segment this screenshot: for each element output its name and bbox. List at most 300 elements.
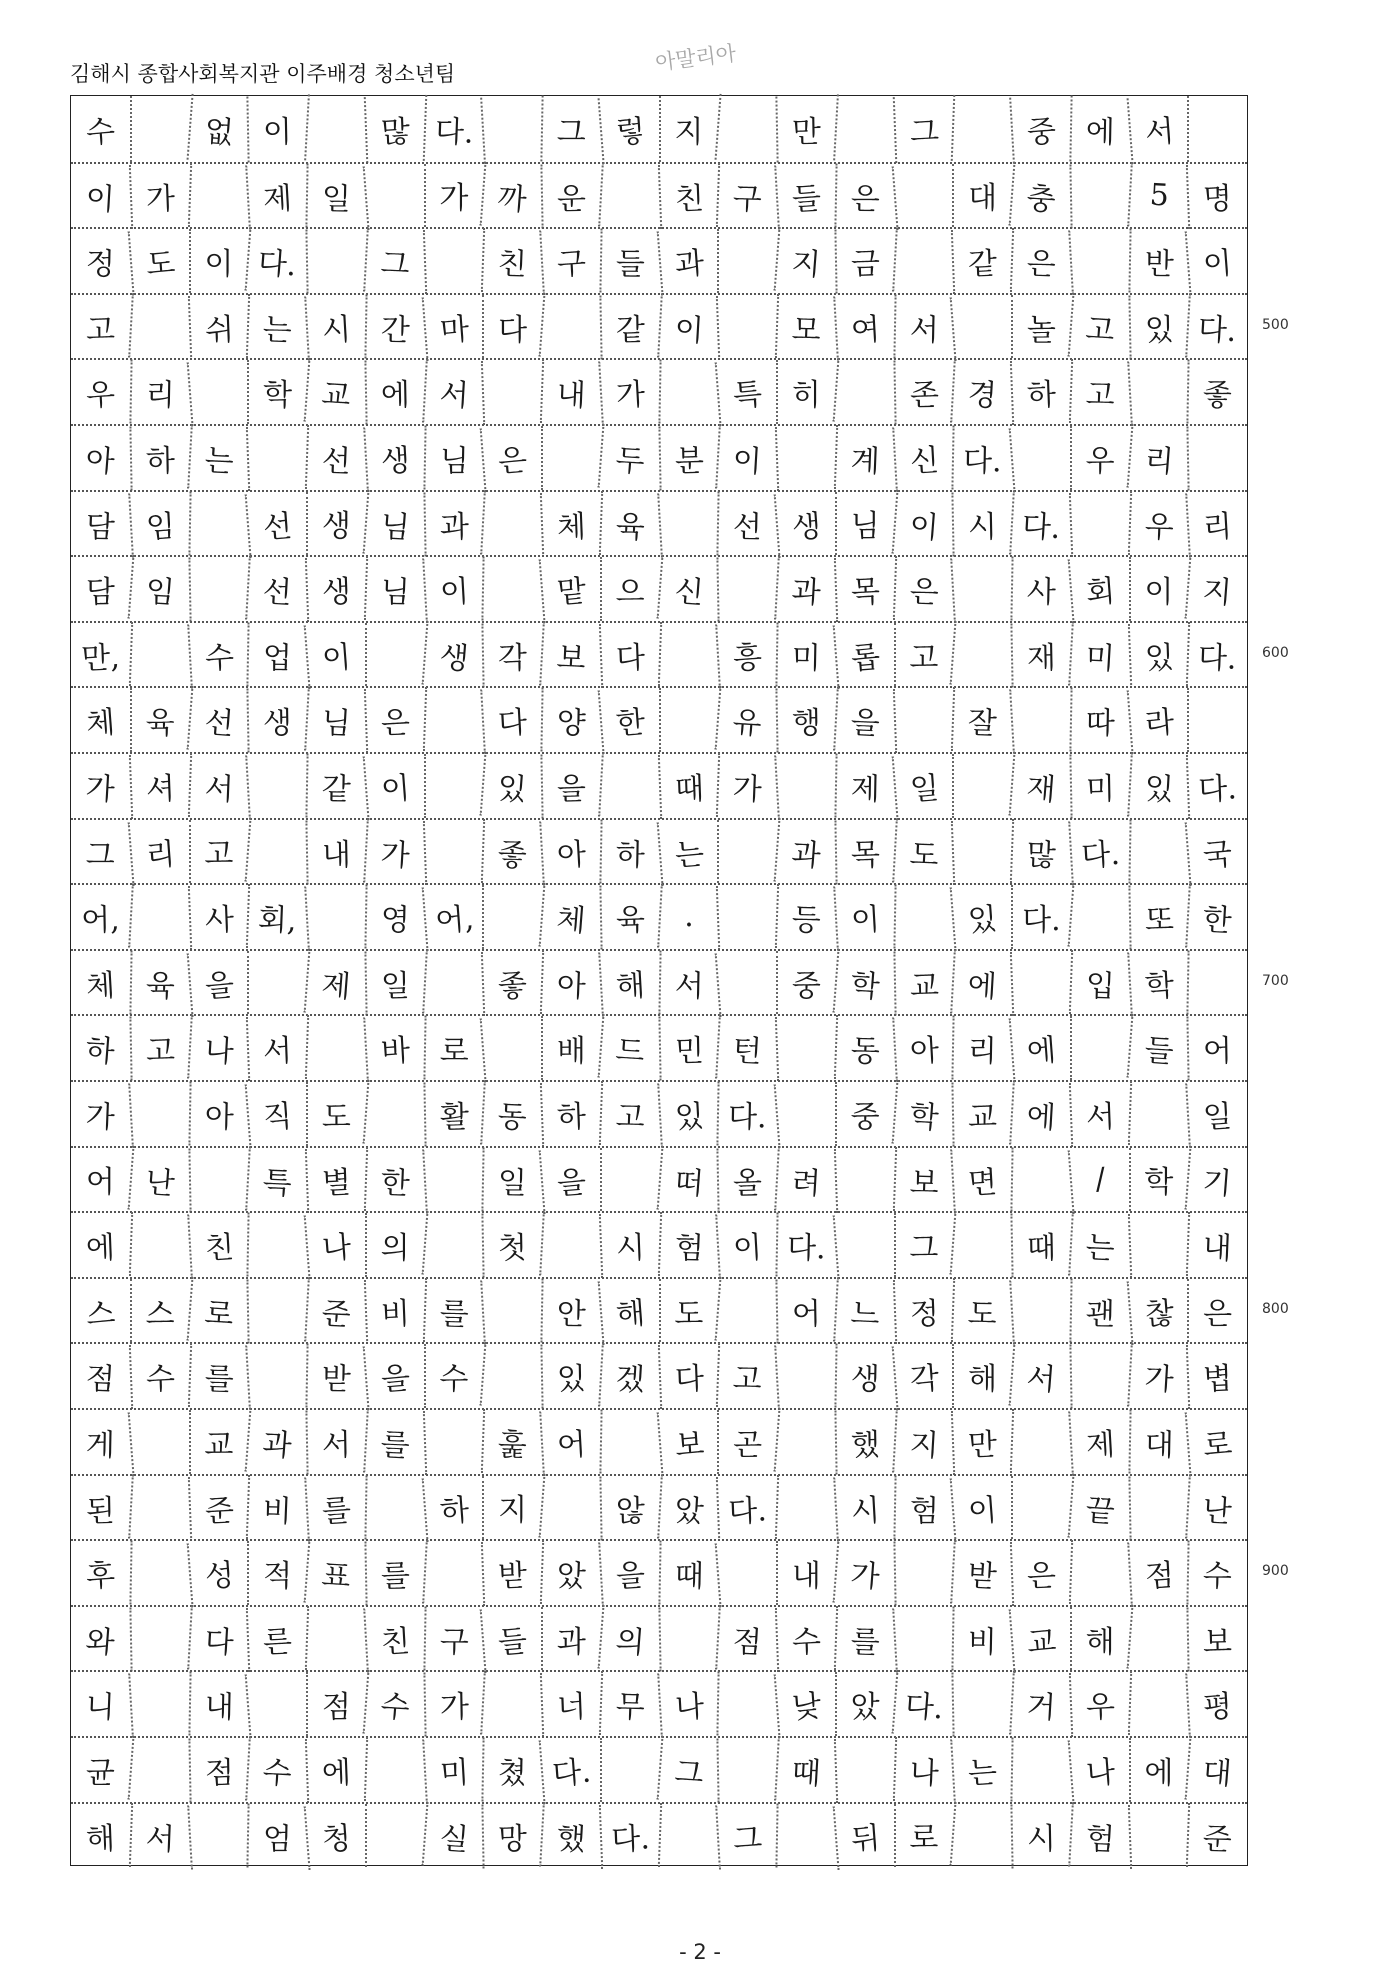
manuscript-cell: 육 [130, 688, 189, 752]
manuscript-cell [659, 688, 718, 752]
manuscript-cell: 가 [423, 1672, 483, 1737]
manuscript-cell [128, 1671, 190, 1738]
manuscript-cell: 과 [541, 1607, 600, 1671]
manuscript-cell [833, 94, 895, 163]
manuscript-row [71, 1736, 1247, 1802]
manuscript-cell: 받 [950, 1540, 1012, 1607]
manuscript-cell: 있 [1127, 622, 1188, 688]
manuscript-cell: 업 [247, 622, 307, 687]
manuscript-cell: 학 [1129, 1148, 1188, 1212]
manuscript-cell [717, 557, 777, 622]
manuscript-row [71, 1080, 1247, 1146]
manuscript-cell: 도 [127, 227, 190, 295]
manuscript-row [71, 686, 1247, 752]
manuscript-cell: 도 [659, 1279, 718, 1343]
manuscript-cell: 는 [656, 817, 719, 885]
manuscript-cell: 하 [1010, 359, 1071, 425]
manuscript-cell: 를 [304, 1474, 366, 1541]
manuscript-cell: 그 [892, 95, 953, 163]
manuscript-cell: 가 [1127, 1343, 1189, 1410]
manuscript-cell [1010, 1737, 1070, 1802]
manuscript-cell: 따 [1069, 688, 1129, 753]
manuscript-cell: 제 [1068, 1408, 1130, 1475]
manuscript-cell: 았 [657, 1474, 719, 1541]
manuscript-cell: 다. [1068, 818, 1130, 885]
manuscript-cell: 없 [186, 94, 250, 164]
manuscript-cell: 체 [539, 883, 602, 951]
manuscript-cell [129, 1606, 189, 1671]
manuscript-cell: 학 [247, 360, 306, 424]
manuscript-cell: 도 [306, 1082, 365, 1146]
manuscript-cell: 해 [952, 1344, 1011, 1408]
manuscript-cell: 각 [891, 1342, 954, 1410]
manuscript-cell [129, 1541, 189, 1606]
manuscript-cell: 청 [304, 1801, 367, 1869]
manuscript-cell: 에 [1129, 1738, 1188, 1802]
manuscript-cell: 보 [656, 1408, 719, 1476]
manuscript-cell: 그 [894, 1213, 953, 1277]
manuscript-cell: 을 [833, 687, 895, 754]
manuscript-cell: 괜 [1069, 1278, 1129, 1343]
manuscript-cell [480, 1671, 542, 1738]
manuscript-cell: 이 [362, 752, 425, 820]
manuscript-cell: 일 [1185, 1080, 1247, 1147]
manuscript-cell: 중 [1009, 94, 1071, 163]
manuscript-cell [834, 1737, 895, 1803]
manuscript-cell: 스 [130, 1279, 189, 1343]
manuscript-row [71, 621, 1247, 687]
manuscript-cell [364, 1737, 425, 1803]
manuscript-cell: 난 [127, 1145, 190, 1213]
manuscript-cell: 비 [246, 1474, 307, 1540]
manuscript-cell: 로 [186, 1277, 249, 1345]
manuscript-cell: 안 [540, 1278, 600, 1343]
manuscript-cell: 좋 [481, 950, 542, 1016]
manuscript-cell: 느 [833, 1277, 895, 1344]
manuscript-cell: 찮 [1126, 1277, 1189, 1345]
manuscript-cell [245, 752, 307, 819]
manuscript-cell: 어, [421, 883, 484, 951]
manuscript-cell: 하 [129, 425, 189, 490]
manuscript-cell: 있 [480, 752, 543, 820]
manuscript-cell [480, 1014, 543, 1082]
manuscript-row [71, 1539, 1247, 1605]
manuscript-cell: 준 [187, 1474, 248, 1540]
manuscript-cell: 았 [835, 1672, 894, 1736]
manuscript-row [71, 358, 1247, 424]
manuscript-cell: 아 [188, 1081, 248, 1146]
manuscript-cell: 올 [717, 1147, 777, 1212]
manuscript-cell: 점 [306, 1672, 365, 1736]
manuscript-cell: 를 [834, 1606, 895, 1672]
manuscript-cell: 엄 [247, 1803, 307, 1868]
manuscript-cell: 그 [363, 228, 425, 295]
manuscript-cell: 어 [1187, 1016, 1247, 1081]
manuscript-cell: 아 [892, 1015, 954, 1082]
manuscript-cell [128, 293, 190, 360]
manuscript-cell [422, 818, 483, 884]
manuscript-cell [304, 94, 366, 163]
manuscript-cell: 이 [715, 1212, 777, 1279]
manuscript-cell: 나 [657, 1671, 719, 1738]
manuscript-cell: 은 [1010, 228, 1071, 294]
manuscript-cell: 실 [421, 1801, 484, 1869]
manuscript-cell [657, 622, 718, 688]
manuscript-cell [598, 752, 660, 819]
manuscript-cell: 구 [716, 162, 777, 228]
manuscript-cell: . [657, 884, 719, 951]
manuscript-cell: 나 [892, 1737, 953, 1803]
manuscript-cell: 한 [597, 686, 660, 754]
manuscript-cell [422, 228, 483, 294]
manuscript-cell: 비 [952, 1606, 1012, 1671]
manuscript-cell: 에 [85, 1230, 116, 1267]
manuscript-cell [365, 1804, 424, 1868]
manuscript-row [71, 949, 1247, 1015]
manuscript-cell: 그 [85, 837, 116, 873]
manuscript-cell: 시 [304, 293, 366, 360]
manuscript-cell: 등 [775, 884, 836, 950]
manuscript-cell: 학 [891, 1080, 954, 1148]
manuscript-row [71, 490, 1247, 556]
manuscript-cell: 렇 [597, 94, 661, 164]
manuscript-cell: 우 [1127, 490, 1188, 556]
manuscript-cell [187, 1802, 249, 1869]
manuscript-cell: 선 [245, 556, 307, 623]
manuscript-cell: 제 [834, 753, 894, 818]
manuscript-cell: 턴 [715, 1015, 777, 1082]
manuscript-cell [1127, 1802, 1188, 1868]
manuscript-cell: 은 [834, 163, 894, 228]
manuscript-cell: 제 [245, 162, 307, 229]
manuscript-cell: 지 [1185, 555, 1248, 623]
manuscript-cell: 잘 [951, 687, 1012, 753]
manuscript-cell: 험 [657, 1212, 718, 1278]
manuscript-cell: 님 [835, 492, 894, 556]
manuscript-cell [1127, 1671, 1188, 1737]
manuscript-cell: 이 [715, 424, 777, 491]
manuscript-cell: 동 [480, 1080, 542, 1147]
manuscript-cell: 계 [834, 425, 895, 491]
manuscript-cell: 정 [85, 246, 116, 283]
manuscript-cell [247, 1278, 307, 1343]
manuscript-cell: 만, [80, 639, 121, 677]
manuscript-cell [774, 752, 836, 819]
manuscript-cell [245, 1343, 307, 1410]
manuscript-cell: 담 [85, 508, 116, 545]
manuscript-cell: 고 [1069, 359, 1130, 425]
manuscript-cell: 구 [539, 228, 601, 295]
manuscript-cell: 에 [1009, 1080, 1071, 1147]
manuscript-cell [1126, 1605, 1189, 1673]
manuscript-cell: 스 [84, 1295, 117, 1333]
manuscript-cell: 각 [482, 622, 542, 687]
manuscript-cell: 중 [776, 951, 835, 1015]
manuscript-cell [950, 293, 1013, 361]
manuscript-cell: 해 [598, 949, 660, 1016]
manuscript-cell [129, 1212, 190, 1278]
manuscript-cell: 다. [775, 1213, 835, 1278]
manuscript-cell: 나 [1067, 1736, 1130, 1804]
manuscript-cell: 를 [363, 1408, 425, 1475]
manuscript-cell [1010, 1409, 1071, 1475]
manuscript-cell: 은 [480, 424, 543, 492]
manuscript-cell [1009, 687, 1071, 754]
manuscript-cell: 훑 [481, 1409, 542, 1475]
manuscript-cell: 양 [540, 688, 600, 753]
manuscript-cell: 않 [599, 1475, 659, 1540]
manuscript-cell: 어 [775, 1278, 835, 1343]
manuscript-cell [188, 1147, 248, 1212]
manuscript-cell: 과 [423, 491, 483, 556]
manuscript-cell: 특 [715, 358, 778, 426]
manuscript-cell: 재 [1010, 622, 1070, 687]
manuscript-cell: 별 [305, 1146, 366, 1212]
manuscript-cell: 육 [129, 950, 189, 1015]
manuscript-cell: 와 [84, 1623, 116, 1661]
manuscript-cell: 고 [85, 312, 116, 348]
manuscript-cell: 아 [84, 442, 116, 480]
manuscript-cell [717, 820, 776, 884]
manuscript-cell: 적 [247, 1541, 306, 1605]
manuscript-cell: 있 [540, 1344, 600, 1409]
manuscript-cell [362, 1080, 425, 1148]
manuscript-cell: 하 [421, 1473, 484, 1541]
manuscript-cell: 마 [421, 293, 484, 361]
manuscript-cell: 수 [84, 113, 117, 151]
manuscript-cell: 유 [715, 686, 778, 754]
manuscript-cell: 재 [1009, 752, 1072, 820]
manuscript-cell [774, 1408, 837, 1476]
manuscript-cell: 곤 [717, 1410, 776, 1474]
manuscript-cell: 시 [833, 1474, 895, 1541]
manuscript-cell: 가 [363, 818, 425, 885]
manuscript-cell: 다 [599, 622, 660, 688]
manuscript-cell: 히 [776, 360, 835, 424]
manuscript-cell: 너 [540, 1671, 601, 1737]
manuscript-cell [775, 1015, 836, 1081]
margin-line-number: 800 [1262, 1300, 1289, 1317]
manuscript-cell: 직 [245, 1080, 308, 1148]
manuscript-cell: 같 [305, 753, 365, 818]
manuscript-cell [1067, 883, 1130, 951]
manuscript-cell: 점 [188, 1737, 248, 1802]
manuscript-cell: 목 [834, 819, 894, 884]
manuscript-cell: 난 [1185, 1474, 1247, 1541]
manuscript-cell: 을 [362, 1342, 425, 1410]
manuscript-row [71, 424, 1247, 490]
manuscript-cell: 서 [305, 1409, 365, 1474]
manuscript-cell: 우 [85, 377, 117, 414]
manuscript-cell: 이 [950, 1473, 1013, 1541]
manuscript-cell: 했 [539, 1802, 601, 1869]
manuscript-cell: 같 [599, 294, 659, 359]
manuscript-cell: 고 [129, 1016, 189, 1081]
manuscript-cell: 거 [1009, 1671, 1071, 1738]
manuscript-cell: 회, [246, 884, 307, 950]
manuscript-cell: 서 [1009, 1342, 1072, 1410]
manuscript-cell: 미 [422, 1736, 484, 1803]
manuscript-cell: 들 [1126, 1014, 1189, 1082]
manuscript-cell: 우 [1070, 426, 1129, 490]
manuscript-cell: 점 [1127, 1540, 1189, 1607]
manuscript-cell: 이 [657, 293, 719, 360]
manuscript-cell: 놀 [1011, 295, 1070, 359]
manuscript-cell: 여 [833, 293, 895, 360]
manuscript-cell [305, 1606, 366, 1672]
manuscript-cell: 점 [84, 1361, 116, 1398]
manuscript-cell: 도 [951, 1278, 1012, 1344]
manuscript-cell: 하 [540, 1081, 601, 1147]
manuscript-cell: 선 [305, 425, 366, 491]
manuscript-cell: 두 [597, 424, 660, 492]
manuscript-cell: 다. [539, 1736, 602, 1804]
manuscript-cell: 다. [716, 1474, 777, 1540]
manuscript-cell: 을 [598, 1540, 660, 1607]
manuscript-cell: 만 [775, 95, 835, 162]
manuscript-cell: 리 [1185, 490, 1247, 557]
manuscript-cell: 교 [304, 358, 367, 426]
manuscript-cell: 정 [892, 1278, 953, 1344]
manuscript-row [71, 1277, 1247, 1343]
manuscript-cell: 친 [363, 1605, 425, 1672]
manuscript-cell: 생 [834, 1344, 894, 1409]
manuscript-cell: 로 [894, 1804, 953, 1868]
manuscript-cell: 내 [188, 1672, 248, 1737]
manuscript-cell: 들 [774, 162, 836, 229]
manuscript-row [71, 1670, 1247, 1736]
manuscript-cell: 서 [1126, 94, 1190, 164]
manuscript-cell: 생 [305, 556, 366, 622]
manuscript-cell: 있 [657, 1080, 719, 1147]
manuscript-cell: 로 [1185, 1408, 1248, 1476]
manuscript-cell: 하 [84, 1033, 116, 1071]
manuscript-cell: 이 [304, 621, 367, 689]
manuscript-cell: 지 [892, 1408, 954, 1475]
manuscript-cell: 미 [775, 622, 835, 687]
manuscript-cell: 다. [599, 1802, 660, 1868]
manuscript-cell: 에 [1009, 1014, 1072, 1082]
manuscript-cell: 과 [774, 556, 836, 623]
manuscript-cell: 지 [659, 96, 718, 162]
manuscript-cell: 일 [305, 163, 365, 228]
manuscript-cell: 내 [540, 359, 601, 425]
manuscript-cell: 가 [598, 359, 660, 426]
manuscript-cell [1127, 359, 1189, 426]
manuscript-cell [424, 754, 483, 818]
manuscript-cell: 그 [656, 1736, 719, 1804]
manuscript-cell: 교 [1009, 1605, 1072, 1673]
margin-line-number: 600 [1262, 644, 1289, 661]
manuscript-row [71, 293, 1247, 359]
manuscript-cell [1010, 950, 1071, 1016]
manuscript-cell [775, 1803, 835, 1868]
manuscript-cell: 체 [85, 967, 117, 1005]
manuscript-cell [365, 623, 424, 687]
manuscript-cell [480, 94, 542, 163]
manuscript-cell: 에 [950, 949, 1012, 1016]
manuscript-cell: 이 [247, 95, 307, 162]
manuscript-cell: 가 [129, 162, 190, 228]
manuscript-cell: 과 [245, 1408, 308, 1476]
manuscript-cell: 지 [774, 227, 837, 295]
manuscript-cell: 과 [774, 817, 837, 885]
manuscript-cell: 무 [599, 1671, 660, 1737]
manuscript-cell: 평 [1185, 1671, 1247, 1738]
manuscript-cell: 준 [1186, 1802, 1247, 1868]
manuscript-row [71, 1408, 1247, 1474]
manuscript-cell: 받 [305, 1344, 365, 1409]
handwritten-stamp: 아말리아 [653, 41, 738, 75]
manuscript-cell: 다. [422, 95, 483, 163]
manuscript-row [71, 1802, 1247, 1868]
manuscript-cell: 나 [304, 1211, 367, 1279]
manuscript-cell: 다. [891, 1670, 954, 1738]
manuscript-cell [774, 1343, 836, 1410]
manuscript-cell: 는 [187, 424, 249, 491]
manuscript-cell: 을 [540, 753, 600, 818]
manuscript-cell [832, 358, 895, 426]
manuscript-cell: 를 [364, 1541, 424, 1606]
manuscript-cell: 리 [129, 360, 189, 425]
manuscript-cell [1010, 1147, 1070, 1212]
manuscript-cell [717, 1672, 777, 1737]
manuscript-cell: 행 [775, 688, 835, 753]
manuscript-cell: 에 [364, 360, 424, 425]
manuscript-cell: 는 [950, 1736, 1012, 1803]
manuscript-cell [364, 1475, 424, 1540]
manuscript-cell: 5 [1127, 162, 1189, 229]
manuscript-cell: 를 [422, 1278, 483, 1344]
manuscript-cell [892, 228, 954, 295]
manuscript-cell: 의 [365, 1213, 424, 1277]
manuscript-cell: 학 [832, 949, 895, 1017]
manuscript-cell [716, 884, 777, 950]
manuscript-cell: 이 [833, 884, 895, 951]
manuscript-cell: 흥 [715, 621, 777, 688]
manuscript-cell [422, 1146, 484, 1213]
manuscript-cell: 고 [189, 820, 248, 884]
manuscript-cell: 다 [482, 295, 541, 359]
manuscript-cell: 다. [952, 425, 1012, 490]
manuscript-cell: 해 [85, 1820, 116, 1857]
manuscript-cell: 바 [363, 1015, 425, 1082]
manuscript-cell [599, 1409, 659, 1474]
header-title: 김해시 종합사회복지관 이주배경 청소년팀 [70, 62, 456, 86]
manuscript-cell: 하 [599, 819, 659, 884]
manuscript-cell: 에 [305, 1737, 366, 1803]
manuscript-cell [952, 754, 1011, 818]
manuscript-cell: 수 [129, 1343, 190, 1409]
manuscript-row [71, 752, 1247, 818]
manuscript-cell: 뒤 [832, 1801, 895, 1869]
manuscript-cell: 고 [599, 1081, 660, 1147]
manuscript-cell: 은 [892, 556, 953, 622]
manuscript-cell: 운 [540, 163, 600, 228]
manuscript-cell: 했 [834, 1409, 894, 1474]
manuscript-cell [130, 96, 189, 162]
manuscript-cell: 쉬 [187, 294, 248, 360]
manuscript-cell: 다. [1186, 753, 1247, 819]
manuscript-cell: 신 [892, 424, 954, 491]
manuscript-cell: 때 [658, 1541, 718, 1606]
manuscript-cell: 니 [85, 1689, 116, 1726]
manuscript-cell: 도 [892, 818, 954, 885]
manuscript-cell: 미 [1068, 621, 1130, 688]
manuscript-cell: 일 [482, 1147, 542, 1212]
manuscript-cell: 받 [481, 1540, 542, 1606]
manuscript-cell: 다. [1186, 622, 1247, 688]
